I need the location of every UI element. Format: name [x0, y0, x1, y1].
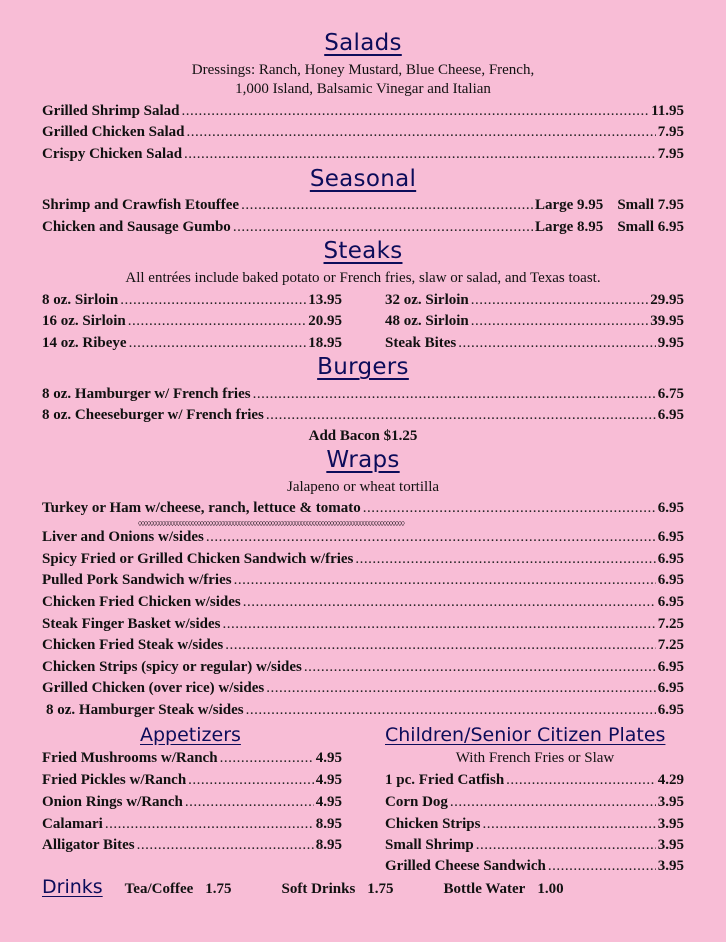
- menu-item: [385, 816, 684, 836]
- item-name: 48 oz. Sirloin: [385, 313, 469, 329]
- item-price-large: Large 8.95: [534, 219, 604, 235]
- item-name: Steak Finger Basket w/sides: [42, 616, 221, 632]
- menu-item: [42, 407, 684, 427]
- menu-item: [385, 335, 684, 355]
- drink-price: 1.75: [205, 881, 232, 897]
- steaks-note: All entrées include baked potato or French fries, slaw or salad, and Texas toast.: [125, 270, 601, 286]
- item-name: 14 oz. Ribeye: [42, 335, 127, 351]
- menu-item: [42, 219, 684, 239]
- salads-dressings-line1: Dressings: Ranch, Honey Mustard, Blue Cheese, French,: [191, 62, 535, 78]
- item-name: Grilled Chicken Salad: [42, 124, 185, 140]
- menu-item: [42, 659, 684, 679]
- item-price: 9.95: [657, 335, 684, 351]
- item-price: 6.95: [657, 572, 684, 588]
- item-name: Chicken and Sausage Gumbo: [42, 219, 231, 235]
- dot-leader: [184, 146, 656, 163]
- dot-leader: [222, 616, 655, 633]
- item-name: Chicken Strips (spicy or regular) w/sides: [42, 659, 302, 675]
- dot-leader: [450, 794, 656, 811]
- item-price: 4.95: [315, 794, 342, 810]
- menu-item: [42, 616, 684, 636]
- menu-item: [42, 794, 342, 814]
- item-name: 8 oz. Hamburger w/ French fries: [42, 386, 251, 402]
- item-price: 3.95: [657, 858, 684, 874]
- item-name: Crispy Chicken Salad: [42, 146, 183, 162]
- item-price: 18.95: [308, 335, 342, 351]
- item-name: 1 pc. Fried Catfish: [385, 772, 505, 788]
- drink-name: Soft Drinks: [281, 881, 356, 897]
- item-name: Shrimp and Crawfish Etouffee: [42, 197, 240, 213]
- dot-leader: [246, 702, 656, 719]
- drink-name: Bottle Water: [443, 881, 526, 897]
- children-senior-heading: Children/Senior Citizen Plates: [385, 724, 666, 746]
- drink-price: 1.00: [537, 881, 564, 897]
- dot-leader: [206, 529, 656, 546]
- dot-leader: [266, 680, 656, 697]
- menu-item: [42, 680, 684, 700]
- menu-item: [385, 858, 684, 878]
- item-name: Chicken Strips: [385, 816, 481, 832]
- dot-leader: [128, 313, 306, 330]
- item-name: Small Shrimp: [385, 837, 474, 853]
- item-price: 8.95: [315, 837, 342, 853]
- salads-heading: Salads: [324, 30, 402, 56]
- dot-leader: [129, 335, 307, 352]
- item-price: 6.95: [657, 407, 684, 423]
- drink-name: Tea/Coffee: [124, 881, 194, 897]
- dot-leader: [363, 500, 656, 517]
- item-price: 7.95: [657, 146, 684, 162]
- dot-leader: [120, 292, 306, 309]
- decorative-divider: ◊◊◊◊◊◊◊◊◊◊◊◊◊◊◊◊◊◊◊◊◊◊◊◊◊◊◊◊◊◊◊◊◊◊◊◊◊◊◊◊◊◊◊◊◊◊◊◊◊◊◊◊◊◊◊◊◊◊◊◊◊◊◊◊◊◊◊◊◊◊◊◊◊◊◊◊◊◊◊◊◊◊◊◊◊◊◊◊◊◊: [138, 521, 404, 527]
- menu-item: [42, 750, 342, 770]
- item-name: Pulled Pork Sandwich w/fries: [42, 572, 232, 588]
- menu-item: [42, 551, 684, 571]
- item-name: Alligator Bites: [42, 837, 135, 853]
- item-price: 7.25: [657, 637, 684, 653]
- dot-leader: [471, 313, 648, 330]
- dot-leader: [241, 197, 533, 214]
- children-note: With French Fries or Slaw: [455, 750, 615, 766]
- dot-leader: [304, 659, 656, 676]
- dot-leader: [266, 407, 656, 424]
- item-price-small: Small 6.95: [617, 219, 684, 235]
- drinks-line: [42, 876, 564, 898]
- menu-item: [42, 292, 342, 312]
- item-price: 7.95: [657, 124, 684, 140]
- seasonal-heading: Seasonal: [309, 166, 417, 192]
- menu-item: [385, 794, 684, 814]
- burgers-heading: Burgers: [317, 354, 409, 380]
- menu-item: [42, 103, 684, 123]
- dot-leader: [185, 794, 314, 811]
- menu-item: [385, 292, 684, 312]
- item-price: 4.95: [315, 772, 342, 788]
- dot-leader: [243, 594, 656, 611]
- menu-item: [42, 146, 684, 166]
- item-price: 20.95: [308, 313, 342, 329]
- item-price: 13.95: [308, 292, 342, 308]
- dot-leader: [187, 124, 656, 141]
- dot-leader: [458, 335, 656, 352]
- wraps-heading: Wraps: [326, 447, 400, 473]
- wraps-note: Jalapeno or wheat tortilla: [286, 479, 440, 495]
- item-name: 8 oz. Sirloin: [42, 292, 119, 308]
- dot-leader: [233, 219, 533, 236]
- item-price: 3.95: [657, 837, 684, 853]
- item-price: 6.95: [657, 680, 684, 696]
- item-price: 4.29: [657, 772, 684, 788]
- menu-item: [42, 837, 342, 857]
- menu-item: [42, 335, 342, 355]
- item-name: 8 oz. Cheeseburger w/ French fries: [42, 407, 264, 423]
- dot-leader: [253, 386, 656, 403]
- dot-leader: [105, 816, 314, 833]
- item-name: Chicken Fried Chicken w/sides: [42, 594, 241, 610]
- item-price: 3.95: [657, 816, 684, 832]
- item-price: 3.95: [657, 794, 684, 810]
- menu-item: [46, 702, 684, 722]
- item-name: Chicken Fried Steak w/sides: [42, 637, 224, 653]
- dot-leader: [188, 772, 314, 789]
- item-name: 8 oz. Hamburger Steak w/sides: [46, 702, 244, 718]
- item-name: Onion Rings w/Ranch: [42, 794, 183, 810]
- dot-leader: [548, 858, 656, 875]
- dot-leader: [137, 837, 314, 854]
- item-price: 6.95: [657, 702, 684, 718]
- item-price-small: Small 7.95: [617, 197, 684, 213]
- menu-item: [42, 124, 684, 144]
- dot-leader: [182, 103, 650, 120]
- menu-item: [42, 197, 684, 217]
- menu-item: [42, 386, 684, 406]
- item-name: Grilled Shrimp Salad: [42, 103, 180, 119]
- menu-item: [42, 529, 684, 549]
- menu-item: [42, 313, 342, 333]
- item-price: 6.75: [657, 386, 684, 402]
- item-name: Grilled Cheese Sandwich: [385, 858, 546, 874]
- appetizers-heading: Appetizers: [140, 724, 241, 746]
- menu-item: [42, 816, 342, 836]
- dot-leader: [225, 637, 655, 654]
- add-bacon-note: Add Bacon $1.25: [308, 428, 418, 444]
- item-price: 6.95: [657, 659, 684, 675]
- menu-item: [42, 637, 684, 657]
- dot-leader: [482, 816, 655, 833]
- steaks-heading: Steaks: [323, 238, 403, 264]
- dot-leader: [234, 572, 656, 589]
- menu-item: [42, 572, 684, 592]
- item-name: Liver and Onions w/sides: [42, 529, 204, 545]
- menu-item: [42, 594, 684, 614]
- item-price: 11.95: [651, 103, 684, 119]
- menu-item: [385, 313, 684, 333]
- item-name: Fried Mushrooms w/Ranch: [42, 750, 218, 766]
- item-price: 39.95: [650, 313, 684, 329]
- dot-leader: [355, 551, 655, 568]
- item-name: 16 oz. Sirloin: [42, 313, 126, 329]
- drink-price: 1.75: [367, 881, 394, 897]
- item-name: Grilled Chicken (over rice) w/sides: [42, 680, 265, 696]
- item-price: 4.95: [315, 750, 342, 766]
- dot-leader: [476, 837, 656, 854]
- salads-dressings-line2: 1,000 Island, Balsamic Vinegar and Italian: [235, 81, 491, 97]
- menu-item: [42, 772, 342, 792]
- item-price: 6.95: [657, 500, 684, 516]
- drinks-heading: Drinks: [42, 876, 103, 898]
- item-price-large: Large 9.95: [534, 197, 604, 213]
- item-name: 32 oz. Sirloin: [385, 292, 469, 308]
- item-name: Calamari: [42, 816, 103, 832]
- item-price: 6.95: [657, 529, 684, 545]
- item-price: 29.95: [650, 292, 684, 308]
- item-name: Turkey or Ham w/cheese, ranch, lettuce & tomato: [42, 500, 361, 516]
- item-price: 6.95: [657, 551, 684, 567]
- dot-leader: [506, 772, 656, 789]
- item-name: Corn Dog: [385, 794, 448, 810]
- item-price: 8.95: [315, 816, 342, 832]
- item-name: Spicy Fried or Grilled Chicken Sandwich w/fries: [42, 551, 354, 567]
- menu-item: [385, 772, 684, 792]
- item-price: 7.25: [657, 616, 684, 632]
- dot-leader: [220, 750, 314, 767]
- menu-item: [385, 837, 684, 857]
- menu-item: [42, 500, 684, 520]
- dot-leader: [471, 292, 648, 309]
- item-name: Fried Pickles w/Ranch: [42, 772, 187, 788]
- item-name: Steak Bites: [385, 335, 457, 351]
- item-price: 6.95: [657, 594, 684, 610]
